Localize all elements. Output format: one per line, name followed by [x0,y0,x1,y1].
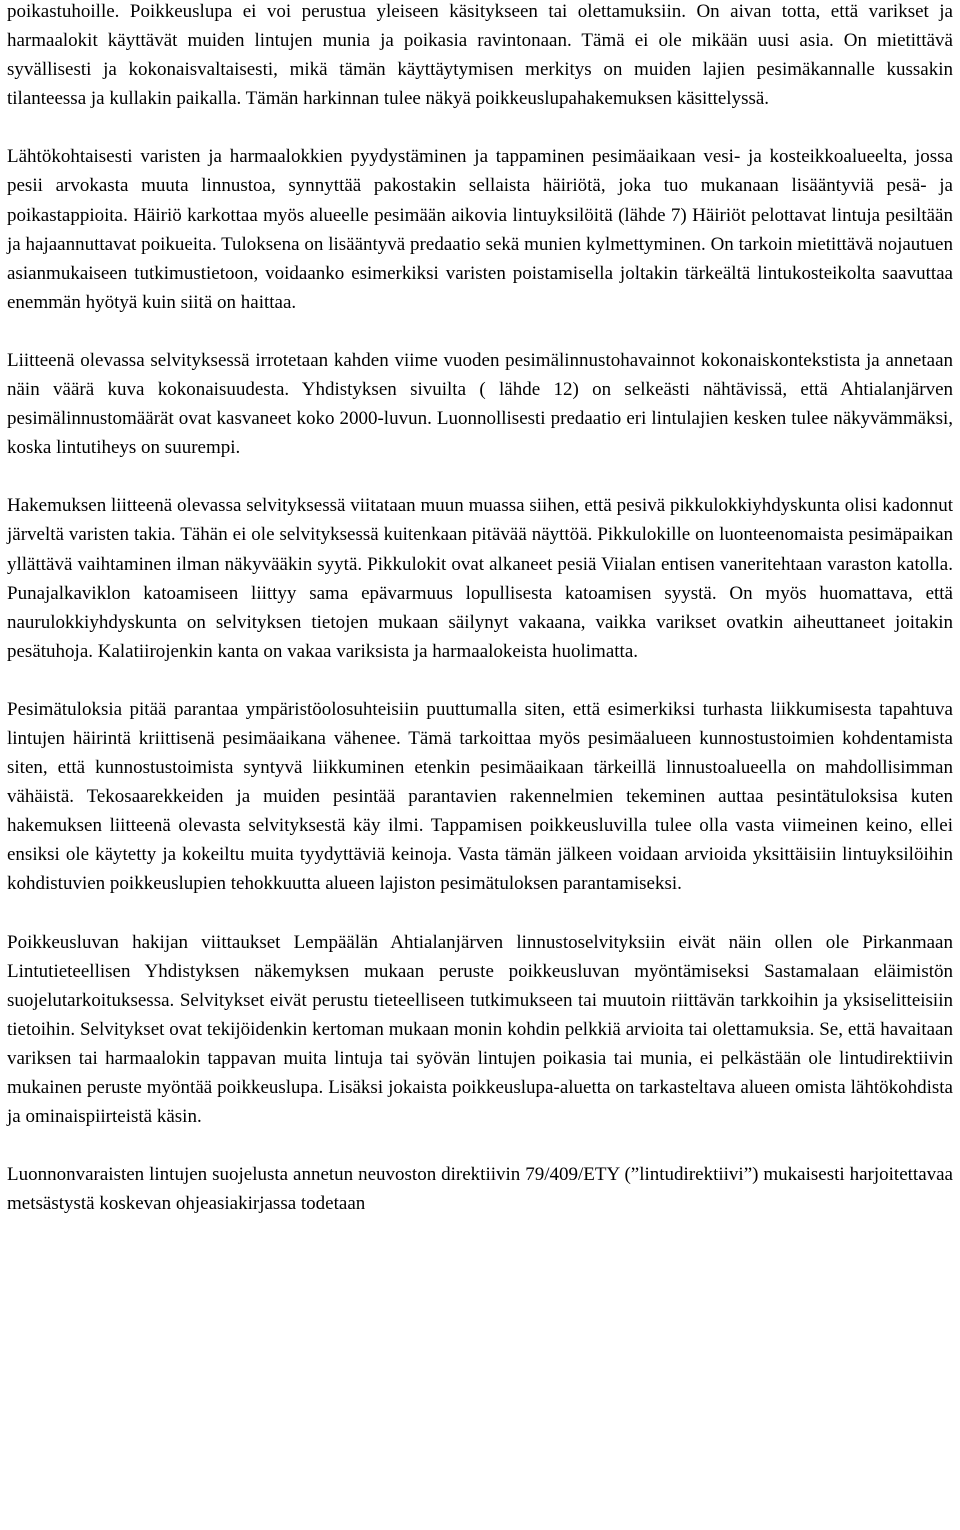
paragraph-2: Lähtökohtaisesti varisten ja harmaalokkien pyydystäminen ja tappaminen pesimäaikaan vesi- ja kosteikkoalueelta, jossa pesii arvokasta muuta linnustoa, synnyttää pakostakin sellaista häiriötä, joka tuo mukanaan lisääntyviä pesä- ja poikastappioita. Häiriö karkottaa myös alueelle pesimään aikovia lintuyksilöitä (lähde 7) Häiriöt pelottavat lintuja pesiltään ja hajaannuttavat poikueita. Tuloksena on lisääntyvä predaatio sekä munien kylmettyminen. On tarkoin mietittävä nojautuen asianmukaiseen tutkimustietoon, voidaanko esimerkiksi varisten poistamisella joltakin tärkeältä lintukosteikolta saavuttaa enemmän hyötyä kuin siitä on haittaa. [7,146,953,313]
document-body [7,0,953,1218]
paragraph-4: Hakemuksen liitteenä olevassa selvityksessä viitataan muun muassa siihen, että pesivä pikkulokkiyhdyskunta olisi kadonnut järveltä varisten takia. Tähän ei ole selvityksessä kuitenkaan pitävää näyttöä. Pikkulokille on luonteenomaista pesimäpaikan yllättävä vaihtaminen ilman näkyvääkin syytä. Pikkulokit ovat alkaneet pesiä Viialan entisen vaneritehtaan varaston katolla. Punajalkaviklon katoamiseen liittyy sama epävarmuus lopullisesta katoamisen syystä. On myös huomattava, että naurulokkiyhdyskunta on selvityksen tietojen mukaan säilynyt vakaana, vaikka varikset ovatkin aiheuttaneet joitakin pesätuhoja. Kalatiirojenkin kanta on vakaa variksista ja harmaalokeista huolimatta. [7,495,953,662]
paragraph-3: Liitteenä olevassa selvityksessä irrotetaan kahden viime vuoden pesimälinnustohavainnot kokonaiskontekstista ja annetaan näin väärä kuva kokonaisuudesta. Yhdistyksen sivuilta ( lähde 12) on selkeästi nähtävissä, että Ahtialanjärven pesimälinnustomäärät ovat kasvaneet koko 2000-luvun. Luonnollisesti predaatio eri lintulajien kesken tulee näkyvämmäksi, koska lintutiheys on suurempi. [7,349,953,459]
paragraph-5: Pesimätuloksia pitää parantaa ympäristöolosuhteisiin puuttumalla siten, että esimerkiksi turhasta liikkumisesta tapahtuva lintujen häirintä kriittisenä pesimäaikana vähenee. Tämä tarkoittaa myös pesimäalueen kunnostustoimien kohdentamista siten, että kunnostustoimista syntyvä liikkuminen etenkin pesimäaikaan tärkeillä linnustoalueella on mahdollisimman vähäistä. Tekosaarekkeiden ja muiden pesintää parantavien rakennelmien tekeminen auttaa pesintätuloksisa kuten hakemuksen liitteenä olevasta selvityksestä käy ilmi. Tappamisen poikkeusluvilla tulee olla vasta viimeinen keino, ellei ensiksi ole käytetty ja kokeiltu muita tyydyttäviä keinoja. Vasta tämän jälkeen voidaan arvioida yksittäisiin lintuyksilöihin kohdistuvien poikkeuslupien tehokkuutta alueen lajiston pesimätuloksen parantamiseksi. [7,698,953,895]
paragraph-1: poikastuhoille. Poikkeuslupa ei voi perustua yleiseen käsitykseen tai olettamuksiin. On aivan totta, että varikset ja harmaalokit käyttävät muiden lintujen munia ja poikasia ravintonaan. Tämä ei ole mikään uusi asia. On mietittävä syvällisesti ja kokonaisvaltaisesti, mikä tämän käyttäytymisen merkitys on muiden lajien pesimäkannalle kussakin tilanteessa ja kullakin paikalla. Tämän harkinnan tulee näkyä poikkeuslupahakemuksen käsittelyssä. [7,1,953,110]
paragraph-7: Luonnonvaraisten lintujen suojelusta annetun neuvoston direktiivin 79/409/ETY (”lintudirektiivi”) mukaisesti harjoitettavaa metsästystä koskevan ohjeasiakirjassa todetaan [7,1164,953,1215]
paragraph-6: Poikkeusluvan hakijan viittaukset Lempäälän Ahtialanjärven linnustoselvityksiin eivät näin ollen ole Pirkanmaan Lintutieteellisen Yhdistyksen näkemyksen mukaan peruste poikkeusluvan myöntämiseksi Sastamalaan eläimistön suojelutarkoituksessa. Selvitykset eivät perustu tieteelliseen tutkimukseen tai muutoin riittävän tarkkoihin ja yksiselitteisiin tietoihin. Selvitykset ovat tekijöidenkin kertoman mukaan monin kohdin pelkkiä arvioita tai olettamuksia. Se, että havaitaan variksen tai harmaalokin tappavan muita lintuja tai syövän lintujen poikasia tai munia, ei pelkästään ole lintudirektiivin mukainen peruste myöntää poikkeuslupa. Lisäksi jokaista poikkeuslupa-aluetta on tarkasteltava alueen omista lähtökohdista ja ominaispiirteistä käsin. [7,931,953,1128]
